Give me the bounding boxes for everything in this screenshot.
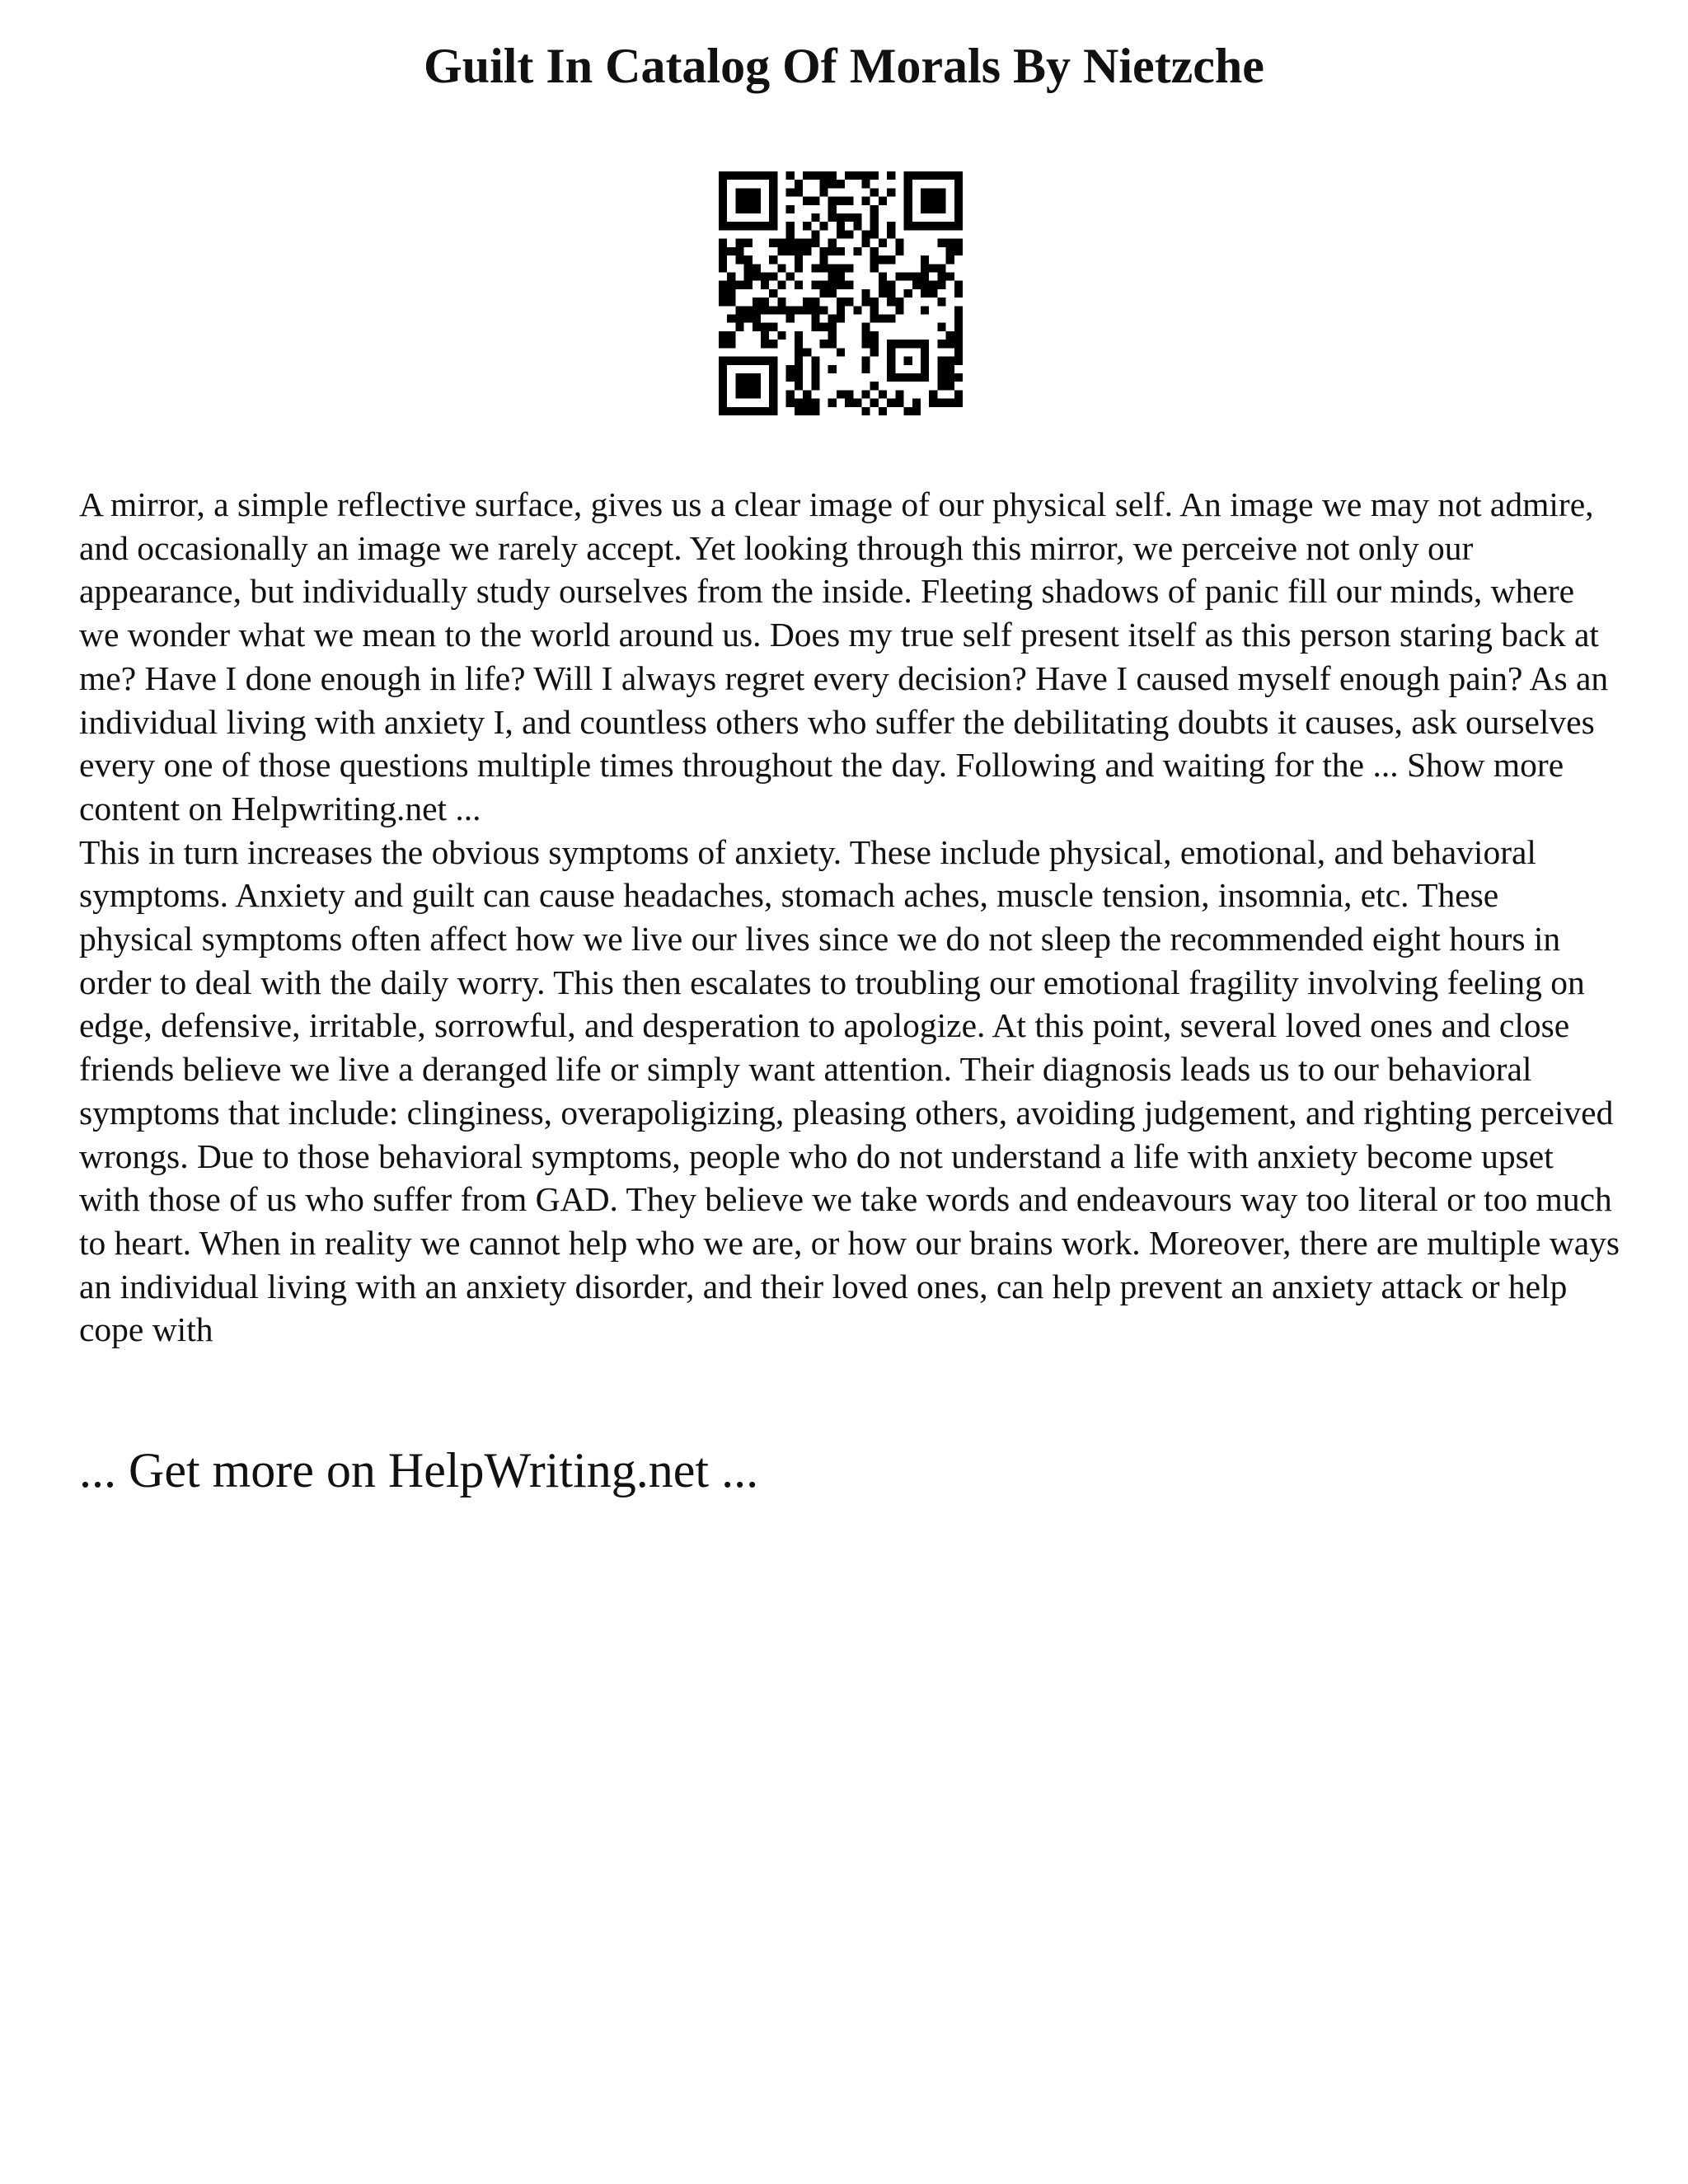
article-body [79, 483, 1620, 1352]
get-more-link[interactable]: ... Get more on HelpWriting.net ... [79, 1443, 759, 1497]
paragraph: This in turn increases the obvious symptoms of anxiety. These include physical, emotional, and behavioral symptoms. Anxiety and guilt can cause headaches, stomach aches, muscle tension, insomnia, etc. These physical symptoms often affect how we live our lives since we do not sleep the recommended eight hours in order to deal with the daily worry. This then escalates to troubling our emotional fragility involving feeling on edge, defensive, irritable, sorrowful, and desperation to apologize. At this point, several loved ones and close friends believe we live a deranged life or simply want attention. Their diagnosis leads us to our behavioral symptoms that include: clinginess, overapoligizing, pleasing others, avoiding judgement, and righting perceived wrongs. Due to those behavioral symptoms, people who do not understand a life with anxiety become upset with those of us who suffer from GAD. They believe we take words and endeavours way too literal or too much to heart. When in reality we cannot help who we are, or how our brains work. Moreover, there are multiple ways an individual living with an anxiety disorder, and their loved ones, can help prevent an anxiety attack or help cope with [79, 832, 1620, 1349]
paragraph: A mirror, a simple reflective surface, gives us a clear image of our physical self. An image we may not admire, and occasionally an image we rarely accept. Yet looking through this mirror, we perceive not only our appearance, but individually study ourselves from the inside. Fleeting shadows of panic fill our minds, where we wonder what we mean to the world around us. Does my true self present itself as this person staring back at me? Have I done enough in life? Will I always regret every decision? Have I caused myself enough pain? As an individual living with anxiety I, and countless others who suffer the debilitating doubts it causes, ask ourselves every one of those questions multiple times throughout the day. Following and waiting for the ... Show more content on Helpwriting.net ... [79, 485, 1609, 827]
page-title: Guilt In Catalog Of Morals By Nietzche [424, 39, 1264, 93]
qr-code-icon [719, 171, 963, 415]
